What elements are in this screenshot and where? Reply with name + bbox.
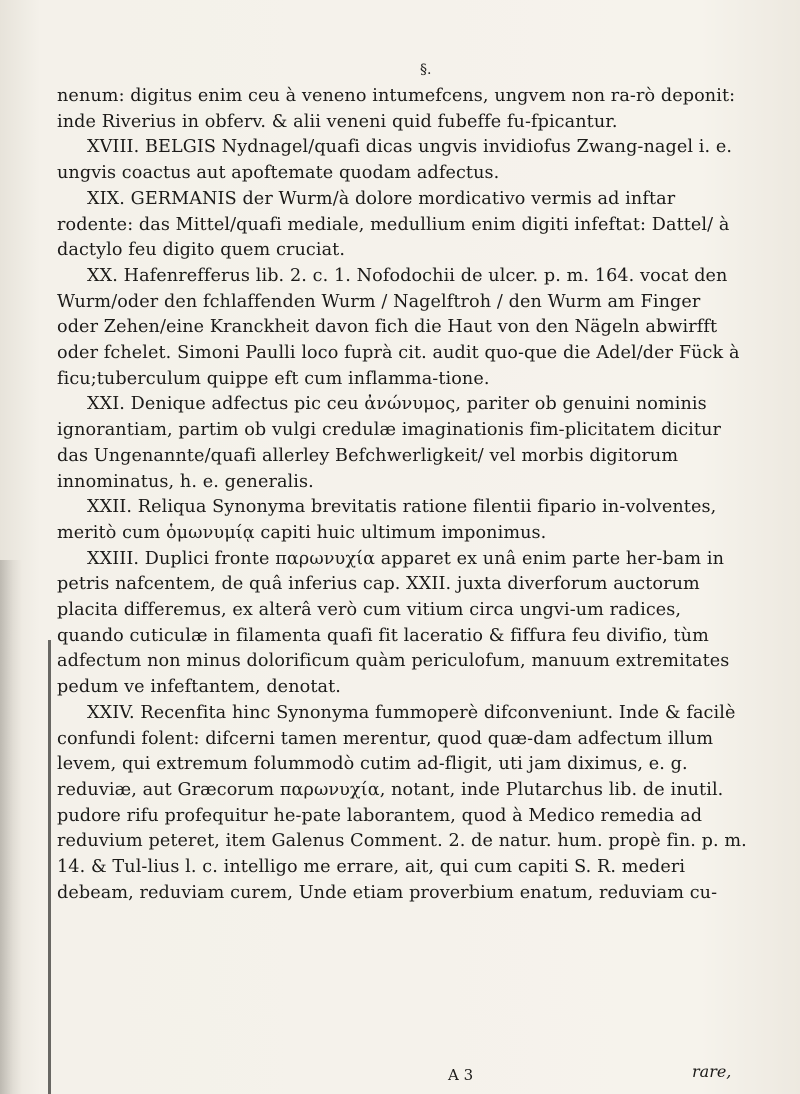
paragraph-1: nenum: digitus enim ceu à veneno intumefcens, ungvem non ra-rò deponit: inde Riverius in obferv. & alii veneni quid fubeffe fu-fpicantur. [57,86,736,132]
paragraph-xxiii: XXIII. Duplici fronte παρωνυχία apparet ex unâ enim parte her-bam in petris nafcentem, de quâ inferius cap. XXII. juxta diverforum auctorum placita differemus, ex alterâ verò cum vitium circa ungvi-um radices, quando cuticulæ in filamenta quafi fit laceratio & fiffura feu divifio, tùm adfectum non minus dolorificum quàm periculofum, manuum extremitates pedum ve infeftantem, denotat. [57,548,730,698]
folio-mark: §. [420,62,432,78]
page-gutter-shadow [0,560,22,1094]
paragraph-xix: XIX. GERMANIS der Wurm/à dolore mordicativo vermis ad inftar rodente: das Mittel/quafi mediale, medullium enim digiti infeftat: Dattel/ à dactylo feu digito quem cruciat. [57,188,730,261]
paragraph-xxii: XXII. Reliqua Synonyma brevitatis ratione filentii fipario in-volventes, meritò cum ὁμωνυμίᾳ capiti huic ultimum imponimus. [57,497,717,543]
paragraph-xviii: XVIII. BELGIS Nydnagel/quafi dicas ungvis invidiofus Zwang-nagel i. e. ungvis coactus aut apoftemate quodam adfectus. [57,137,733,184]
page-edge-rule [48,640,51,1094]
paragraph-xxiv: XXIV. Recenfita hinc Synonyma fummoperè difconveniunt. Inde & facilè confundi folent: difcerni tamen merentur, quod quæ-dam adfectum illum levem, qui extremum folummodò cutim ad-fligit, uti jam diximus, e. g. reduviæ, aut Græcorum παρωνυχία, notant, inde Plutarchus lib. de inutil. pudore rifu profequitur he-pate laborantem, quod à Medico remedia ad reduvium peteret, item Galenus Comment. 2. de natur. hum. propè fin. p. m. 14. & Tul-lius l. c. intelligo me errare, ait, qui cum capiti S. R. mederi debeam, reduviam curem, Unde etiam proverbium enatum, reduviam cu- [57,702,747,903]
paragraph-xxi: XXI. Denique adfectus pic ceu ἀνώνυμος, pariter ob genuini nominis ignorantiam, partim ob vulgi credulæ imaginationis fim-plicitatem dicitur das Ungenannte/quafi allerley Befchwerligkeit/ vel morbis digitorum innominatus, h. e. generalis. [57,394,722,492]
paragraph-xx: XX. Hafenrefferus lib. 2. c. 1. Nofodochii de ulcer. p. m. 164. vocat den Wurm/oder den fchlaffenden Wurm / Nagelftroh / den Wurm am Finger oder Zehen/eine Kranckheit davon fich die Haut von den Nägeln abwirfft oder fchelet. Simoni Paulli loco fuprà cit. audit quo-que die Adel/der Fück à ficu;tuberculum quippe eft cum inflamma-tione. [57,265,740,389]
signature-mark: A 3 [448,1066,474,1084]
catchword: rare, [692,1062,732,1081]
body-text [57,84,747,907]
